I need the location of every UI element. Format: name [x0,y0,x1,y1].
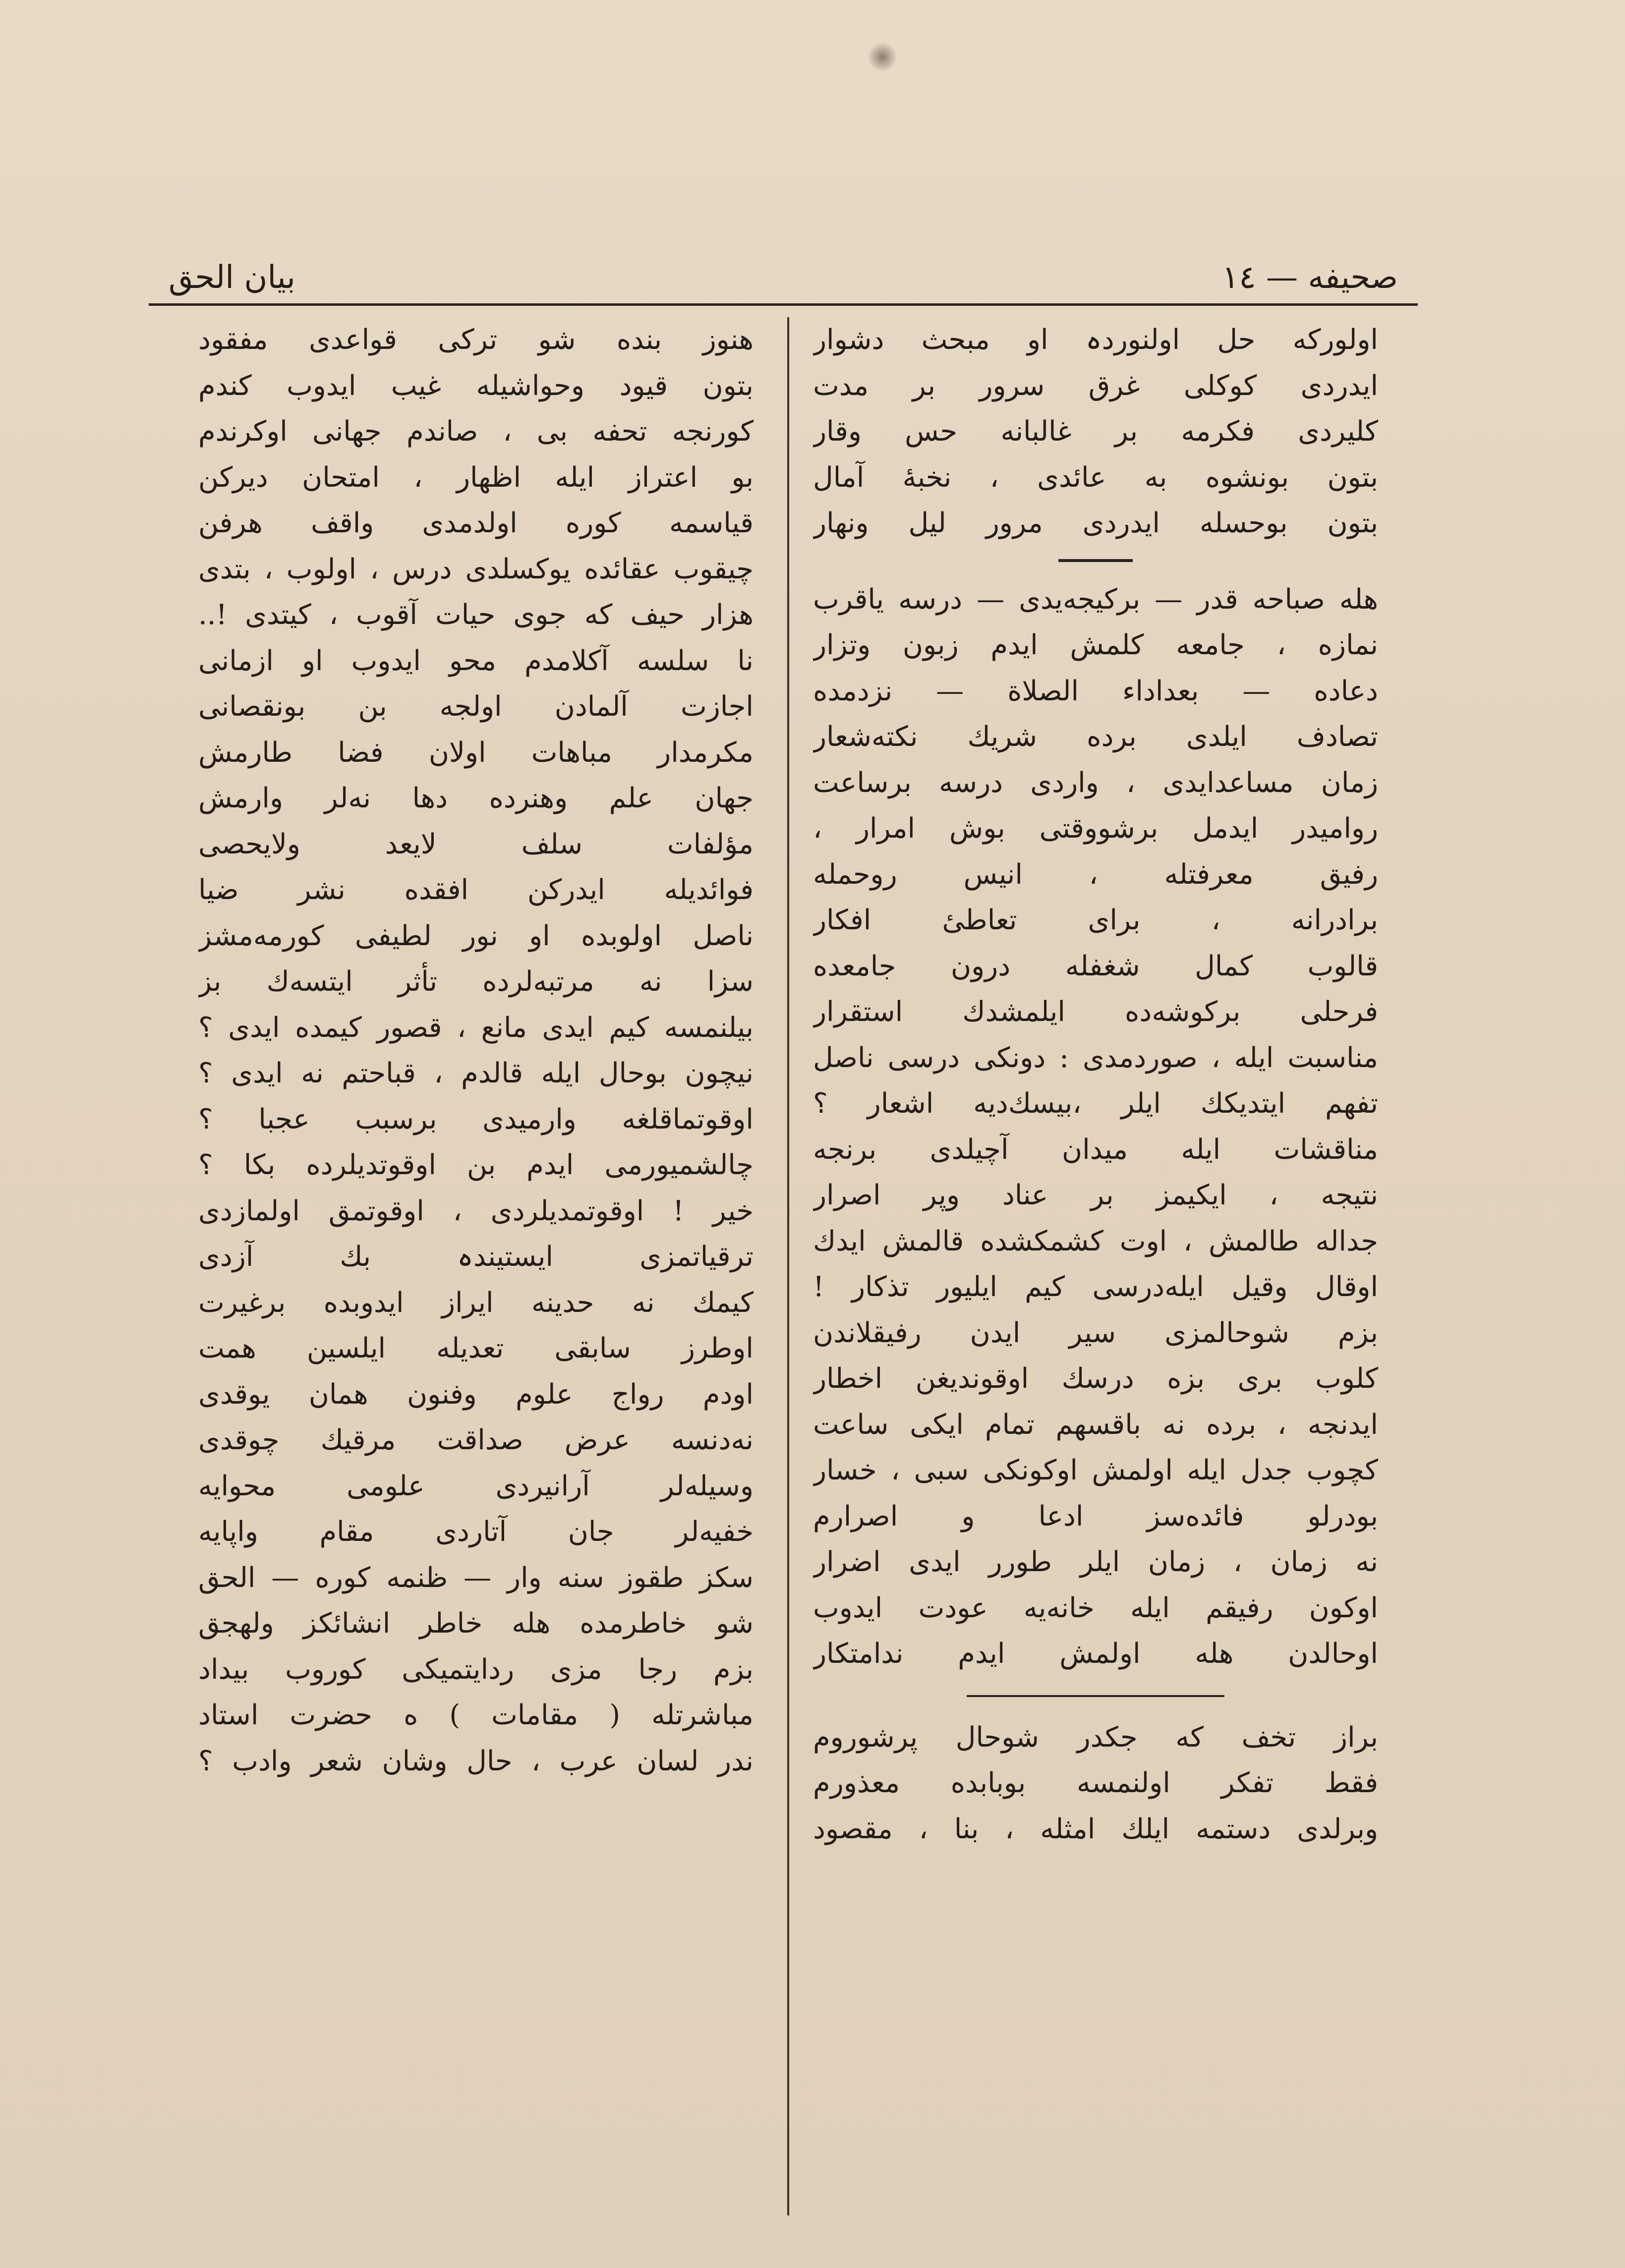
text-line: مناسبت ایله ، صوردمدی : دونکی درسی ناصل [813,1041,1378,1074]
text-line: خفیه‌لر جان آتاردی مقام واپایه [198,1516,754,1548]
text-line: قیاسمه کوره اولدمدی واقف هرفن [198,507,754,539]
text-line: نه زمان ، زمان ایلر طورر ایدی اضرار [813,1546,1378,1578]
section-separator [967,1695,1224,1697]
text-line: سزا نه مرتبه‌لرده تأثر ایتسه‌ك بز [198,965,754,998]
text-line: هله صباحه قدر — برکیجه‌یدی — درسه یاقرب [813,583,1378,616]
text-line: فرحلی برکوشه‌ده ایلمشدك استقرار [813,996,1378,1028]
text-line: برادرانه ، برای تعاطیٔ افکار [813,904,1378,936]
text-line: چالشمیورمی ایدم بن اوقوتدیلرده بکا ؟ [198,1149,754,1181]
text-line: اوطرز سابقی تعدیله ایلسین همت [198,1332,754,1364]
text-line: اوحالدن هله اولمش ایدم ندامتکار [813,1638,1378,1670]
text-line: روامیدر ایدمل برشووقتی بوش امرار ، [813,812,1378,845]
text-line: بتون بونشوه به عائدی ، نخبهٔ آمال [813,461,1378,494]
text-line: ناصل اولوبده او نور لطیفی کورمه‌مشز [198,919,754,952]
text-line: رفیق معرفتله ، انیس روحمله [813,858,1378,891]
text-line: هنوز بنده شو ترکی قواعدی مفقود [198,324,754,356]
text-line: فقط تفکر اولنمسه بوبابده معذورم [813,1767,1378,1799]
newspaper-title: بيان الحق [169,259,295,296]
text-line: نتیجه ، ایکیمز بر عناد وپر اصرار [813,1179,1378,1211]
text-line: بتون قیود وحواشیله غیب ایدوب کندم [198,369,754,402]
text-line: سکز طقوز سنه وار — ظنمه کوره — الحق [198,1561,754,1594]
text-line: جداله طالمش ، اوت کشمکشده قالمش ایدك [813,1225,1378,1257]
text-line: اوکون رفیقم ایله خانه‌یه عودت ایدوب [813,1591,1378,1624]
text-line: ندر لسان عرب ، حال وشان شعر وادب ؟ [198,1745,754,1777]
text-line: نیچون بوحال ایله قالدم ، قباحتم نه ایدی ؟ [198,1057,754,1089]
text-line: هزار حیف که جوی حیات آقوب ، کیتدی !.. [198,599,754,631]
text-line: اجازت آلمادن اولجه بن بونقصانی [198,690,754,723]
text-line: بتون بوحسله ایدردی مرور لیل ونهار [813,507,1378,539]
text-line: بو اعتراز ایله اظهار ، امتحان دیرکن [198,461,754,494]
left-column [198,317,754,1784]
text-line: کلوب بری بزه درسك اوقوندیغن اخطار [813,1362,1378,1395]
page-number: صحيفه — ١٤ [1221,259,1398,296]
text-line: وبرلدی دستمه ایلك امثله ، بنا ، مقصود [813,1813,1378,1845]
right-column [813,317,1378,1852]
text-line: مکرمدار مباهات اولان فضا طارمش [198,736,754,769]
text-line: کورنجه تحفه بی ، صاندم جهانی اوکرندم [198,415,754,448]
text-line: اوقال وقیل ایله‌درسی کیم ایلیور تذکار ! [813,1271,1378,1303]
text-line: تفهم ایتدیکك ایلر ،بیسك‌دیه اشعار ؟ [813,1087,1378,1120]
text-line: زمان مساعدایدی ، واردی درسه برساعت [813,766,1378,799]
text-line: کچوب جدل ایله اولمش اوکونکی سبی ، خسار [813,1454,1378,1486]
text-line: اوقوتماقلغه وارمیدی برسبب عجبا ؟ [198,1103,754,1135]
text-line: خیر ! اوقوتمدیلردی ، اوقوتمق اولمازدی [198,1194,754,1227]
text-line: دعاده — بعداداء الصلاة — نزدمده [813,675,1378,707]
text-line: نه‌دنسه عرض صداقت مرقیك چوقدی [198,1424,754,1456]
text-line: براز تخف که جکدر شوحال پرشوروم [813,1721,1378,1754]
text-line: نا سلسه آکلامدم محو ایدوب او ازمانی [198,644,754,677]
page-header [149,238,1418,307]
text-line: اودم رواج علوم وفنون همان یوقدی [198,1378,754,1411]
text-line: ایدردی کوکلی غرق سرور بر مدت [813,369,1378,402]
text-line: جهان علم وهنرده دها نه‌لر وارمش [198,782,754,814]
header-rule [149,303,1418,306]
text-line: وسیله‌لر آرانیردی علومی محوایه [198,1470,754,1502]
text-line: تصادف ایلدی برده شریك نکته‌شعار [813,721,1378,753]
text-line: فوائدیله ایدرکن افقده نشر ضیا [198,874,754,906]
text-line: نمازه ، جامعه کلمش ایدم زبون وتزار [813,629,1378,661]
text-line: بزم رجا مزی ردایتمیکی کوروب بیداد [198,1653,754,1686]
text-line: قالوب کمال شغفله درون جامعده [813,950,1378,982]
text-line: بزم شوحالمزی سیر ایدن رفیقلاندن [813,1316,1378,1349]
text-line: شو خاطرمده هله خاطر انشائکز ولهجق [198,1607,754,1640]
text-line: ترقیاتمزی ایستیندہ بك آزدی [198,1241,754,1273]
text-line: مباشرتله ( مقامات ) ه حضرت استاد [198,1699,754,1731]
text-line: بودرلو فائده‌سز ادعا و اصرارم [813,1500,1378,1532]
text-line: بیلنمسه کیم ایدی مانع ، قصور کیمده ایدی ؟ [198,1011,754,1044]
text-line: مؤلفات سلف لایعد ولایحصی [198,828,754,860]
text-line: کلیردی فکرمه بر غالبانه حس وقار [813,415,1378,448]
text-line: اولورکه حل اولنوردہ او مبحث دشوار [813,324,1378,356]
text-line: مناقشات ایله میدان آچیلدی برنجه [813,1133,1378,1166]
column-divider [787,317,789,2215]
section-separator [1058,559,1133,562]
text-line: کیمك نه حدینه ایراز ایدوبده برغیرت [198,1286,754,1319]
text-line: ایدنجه ، برده نه باقسهم تمام ایکی ساعت [813,1408,1378,1441]
text-line: چیقوب عقائده یوکسلدی درس ، اولوب ، بتدی [198,553,754,585]
ink-smudge [868,42,897,72]
